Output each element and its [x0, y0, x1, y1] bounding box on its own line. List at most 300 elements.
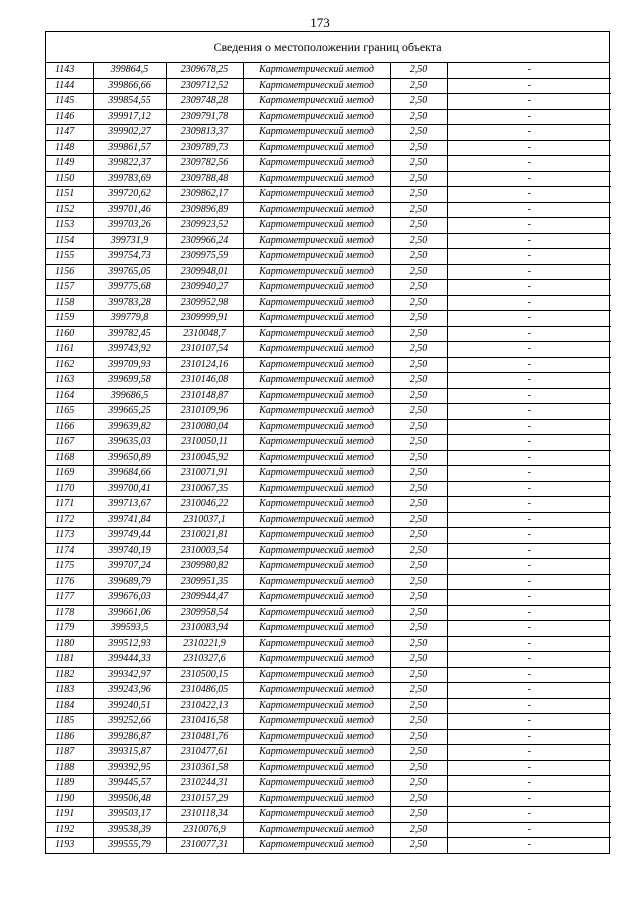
description-cell: -: [447, 435, 611, 451]
x-coordinate-cell: 399286,87: [93, 729, 166, 745]
description-cell: -: [447, 187, 611, 203]
method-cell: Картометрический метод: [243, 714, 390, 730]
method-cell: Картометрический метод: [243, 357, 390, 373]
x-coordinate-cell: 399699,58: [93, 373, 166, 389]
method-cell: Картометрический метод: [243, 63, 390, 78]
x-coordinate-cell: 399243,96: [93, 683, 166, 699]
x-coordinate-cell: 399822,37: [93, 156, 166, 172]
method-cell: Картометрический метод: [243, 295, 390, 311]
accuracy-cell: 2,50: [390, 63, 447, 78]
description-cell: -: [447, 218, 611, 234]
table-row: [46, 838, 611, 853]
x-coordinate-cell: 399707,24: [93, 559, 166, 575]
table-row: [46, 590, 611, 606]
method-cell: Картометрический метод: [243, 249, 390, 265]
point-number-cell: 1151: [46, 187, 93, 203]
method-cell: Картометрический метод: [243, 388, 390, 404]
y-coordinate-cell: 2310148,87: [166, 388, 243, 404]
point-number-cell: 1162: [46, 357, 93, 373]
x-coordinate-cell: 399740,19: [93, 543, 166, 559]
table-row: [46, 63, 611, 78]
description-cell: -: [447, 776, 611, 792]
point-number-cell: 1147: [46, 125, 93, 141]
accuracy-cell: 2,50: [390, 404, 447, 420]
description-cell: -: [447, 497, 611, 513]
description-cell: -: [447, 94, 611, 110]
method-cell: Картометрический метод: [243, 156, 390, 172]
x-coordinate-cell: 399782,45: [93, 326, 166, 342]
y-coordinate-cell: 2310118,34: [166, 807, 243, 823]
description-cell: -: [447, 667, 611, 683]
y-coordinate-cell: 2309980,82: [166, 559, 243, 575]
y-coordinate-cell: 2310048,7: [166, 326, 243, 342]
point-number-cell: 1188: [46, 760, 93, 776]
table-row: [46, 218, 611, 234]
table-row: [46, 140, 611, 156]
y-coordinate-cell: 2310124,16: [166, 357, 243, 373]
table-row: [46, 419, 611, 435]
table-row: [46, 714, 611, 730]
y-coordinate-cell: 2310422,13: [166, 698, 243, 714]
point-number-cell: 1163: [46, 373, 93, 389]
point-number-cell: 1184: [46, 698, 93, 714]
method-cell: Картометрический метод: [243, 202, 390, 218]
coordinates-table: [46, 63, 611, 853]
accuracy-cell: 2,50: [390, 636, 447, 652]
accuracy-cell: 2,50: [390, 745, 447, 761]
method-cell: Картометрический метод: [243, 652, 390, 668]
accuracy-cell: 2,50: [390, 729, 447, 745]
point-number-cell: 1170: [46, 481, 93, 497]
point-number-cell: 1181: [46, 652, 93, 668]
table-row: [46, 822, 611, 838]
y-coordinate-cell: 2310221,9: [166, 636, 243, 652]
y-coordinate-cell: 2310477,61: [166, 745, 243, 761]
x-coordinate-cell: 399555,79: [93, 838, 166, 853]
point-number-cell: 1150: [46, 171, 93, 187]
point-number-cell: 1169: [46, 466, 93, 482]
x-coordinate-cell: 399743,92: [93, 342, 166, 358]
description-cell: -: [447, 636, 611, 652]
point-number-cell: 1174: [46, 543, 93, 559]
table-row: [46, 249, 611, 265]
accuracy-cell: 2,50: [390, 326, 447, 342]
method-cell: Картометрический метод: [243, 729, 390, 745]
y-coordinate-cell: 2310045,92: [166, 450, 243, 466]
description-cell: -: [447, 791, 611, 807]
table-row: [46, 264, 611, 280]
table-row: [46, 652, 611, 668]
point-number-cell: 1164: [46, 388, 93, 404]
description-cell: -: [447, 357, 611, 373]
description-cell: -: [447, 605, 611, 621]
point-number-cell: 1176: [46, 574, 93, 590]
y-coordinate-cell: 2309923,52: [166, 218, 243, 234]
description-cell: -: [447, 419, 611, 435]
point-number-cell: 1180: [46, 636, 93, 652]
point-number-cell: 1156: [46, 264, 93, 280]
table-row: [46, 202, 611, 218]
y-coordinate-cell: 2310067,35: [166, 481, 243, 497]
description-cell: -: [447, 683, 611, 699]
table-row: [46, 621, 611, 637]
method-cell: Картометрический метод: [243, 450, 390, 466]
x-coordinate-cell: 399779,8: [93, 311, 166, 327]
x-coordinate-cell: 399703,26: [93, 218, 166, 234]
table-row: [46, 233, 611, 249]
y-coordinate-cell: 2310107,54: [166, 342, 243, 358]
accuracy-cell: 2,50: [390, 280, 447, 296]
method-cell: Картометрический метод: [243, 528, 390, 544]
description-cell: -: [447, 528, 611, 544]
y-coordinate-cell: 2310083,94: [166, 621, 243, 637]
point-number-cell: 1168: [46, 450, 93, 466]
table-row: [46, 760, 611, 776]
y-coordinate-cell: 2310003,54: [166, 543, 243, 559]
x-coordinate-cell: 399538,39: [93, 822, 166, 838]
x-coordinate-cell: 399754,73: [93, 249, 166, 265]
method-cell: Картометрический метод: [243, 574, 390, 590]
method-cell: Картометрический метод: [243, 280, 390, 296]
table-row: [46, 729, 611, 745]
description-cell: -: [447, 342, 611, 358]
x-coordinate-cell: 399765,05: [93, 264, 166, 280]
description-cell: -: [447, 745, 611, 761]
point-number-cell: 1159: [46, 311, 93, 327]
table-row: [46, 280, 611, 296]
method-cell: Картометрический метод: [243, 187, 390, 203]
table-row: [46, 311, 611, 327]
accuracy-cell: 2,50: [390, 528, 447, 544]
method-cell: Картометрический метод: [243, 419, 390, 435]
accuracy-cell: 2,50: [390, 249, 447, 265]
accuracy-cell: 2,50: [390, 264, 447, 280]
description-cell: -: [447, 280, 611, 296]
table-row: [46, 342, 611, 358]
method-cell: Картометрический метод: [243, 838, 390, 853]
method-cell: Картометрический метод: [243, 621, 390, 637]
method-cell: Картометрический метод: [243, 760, 390, 776]
method-cell: Картометрический метод: [243, 807, 390, 823]
table-row: [46, 450, 611, 466]
x-coordinate-cell: 399342,97: [93, 667, 166, 683]
accuracy-cell: 2,50: [390, 109, 447, 125]
description-cell: -: [447, 125, 611, 141]
point-number-cell: 1146: [46, 109, 93, 125]
accuracy-cell: 2,50: [390, 140, 447, 156]
accuracy-cell: 2,50: [390, 807, 447, 823]
method-cell: Картометрический метод: [243, 466, 390, 482]
x-coordinate-cell: 399709,93: [93, 357, 166, 373]
y-coordinate-cell: 2310416,58: [166, 714, 243, 730]
accuracy-cell: 2,50: [390, 450, 447, 466]
point-number-cell: 1189: [46, 776, 93, 792]
table-row: [46, 295, 611, 311]
y-coordinate-cell: 2309966,24: [166, 233, 243, 249]
table-row: [46, 605, 611, 621]
method-cell: Картометрический метод: [243, 140, 390, 156]
method-cell: Картометрический метод: [243, 776, 390, 792]
y-coordinate-cell: 2309712,52: [166, 78, 243, 94]
y-coordinate-cell: 2310157,29: [166, 791, 243, 807]
x-coordinate-cell: 399686,5: [93, 388, 166, 404]
accuracy-cell: 2,50: [390, 419, 447, 435]
point-number-cell: 1160: [46, 326, 93, 342]
point-number-cell: 1171: [46, 497, 93, 513]
y-coordinate-cell: 2310500,15: [166, 667, 243, 683]
x-coordinate-cell: 399783,28: [93, 295, 166, 311]
method-cell: Картометрический метод: [243, 342, 390, 358]
y-coordinate-cell: 2309782,56: [166, 156, 243, 172]
x-coordinate-cell: 399639,82: [93, 419, 166, 435]
description-cell: -: [447, 171, 611, 187]
x-coordinate-cell: 399720,62: [93, 187, 166, 203]
x-coordinate-cell: 399635,03: [93, 435, 166, 451]
x-coordinate-cell: 399854,55: [93, 94, 166, 110]
y-coordinate-cell: 2310327,6: [166, 652, 243, 668]
accuracy-cell: 2,50: [390, 652, 447, 668]
x-coordinate-cell: 399650,89: [93, 450, 166, 466]
y-coordinate-cell: 2309975,59: [166, 249, 243, 265]
point-number-cell: 1155: [46, 249, 93, 265]
accuracy-cell: 2,50: [390, 357, 447, 373]
y-coordinate-cell: 2310071,91: [166, 466, 243, 482]
description-cell: -: [447, 481, 611, 497]
method-cell: Картометрический метод: [243, 326, 390, 342]
x-coordinate-cell: 399701,46: [93, 202, 166, 218]
y-coordinate-cell: 2310050,11: [166, 435, 243, 451]
point-number-cell: 1157: [46, 280, 93, 296]
description-cell: -: [447, 388, 611, 404]
x-coordinate-cell: 399503,17: [93, 807, 166, 823]
description-cell: -: [447, 652, 611, 668]
point-number-cell: 1192: [46, 822, 93, 838]
accuracy-cell: 2,50: [390, 605, 447, 621]
point-number-cell: 1144: [46, 78, 93, 94]
description-cell: -: [447, 714, 611, 730]
description-cell: -: [447, 63, 611, 78]
y-coordinate-cell: 2310046,22: [166, 497, 243, 513]
table-row: [46, 636, 611, 652]
point-number-cell: 1165: [46, 404, 93, 420]
method-cell: Картометрический метод: [243, 311, 390, 327]
description-cell: -: [447, 249, 611, 265]
description-cell: -: [447, 326, 611, 342]
accuracy-cell: 2,50: [390, 233, 447, 249]
table-row: [46, 667, 611, 683]
y-coordinate-cell: 2310361,58: [166, 760, 243, 776]
x-coordinate-cell: 399684,66: [93, 466, 166, 482]
table-row: [46, 512, 611, 528]
description-cell: -: [447, 109, 611, 125]
method-cell: Картометрический метод: [243, 698, 390, 714]
point-number-cell: 1191: [46, 807, 93, 823]
x-coordinate-cell: 399506,48: [93, 791, 166, 807]
x-coordinate-cell: 399700,41: [93, 481, 166, 497]
x-coordinate-cell: 399902,27: [93, 125, 166, 141]
method-cell: Картометрический метод: [243, 683, 390, 699]
y-coordinate-cell: 2310037,1: [166, 512, 243, 528]
x-coordinate-cell: 399864,5: [93, 63, 166, 78]
description-cell: -: [447, 760, 611, 776]
accuracy-cell: 2,50: [390, 125, 447, 141]
x-coordinate-cell: 399445,57: [93, 776, 166, 792]
point-number-cell: 1186: [46, 729, 93, 745]
description-cell: -: [447, 202, 611, 218]
point-number-cell: 1167: [46, 435, 93, 451]
accuracy-cell: 2,50: [390, 776, 447, 792]
y-coordinate-cell: 2310244,31: [166, 776, 243, 792]
y-coordinate-cell: 2310481,76: [166, 729, 243, 745]
description-cell: -: [447, 698, 611, 714]
coordinates-table-body: [46, 63, 611, 853]
accuracy-cell: 2,50: [390, 822, 447, 838]
accuracy-cell: 2,50: [390, 714, 447, 730]
accuracy-cell: 2,50: [390, 838, 447, 853]
accuracy-cell: 2,50: [390, 311, 447, 327]
x-coordinate-cell: 399240,51: [93, 698, 166, 714]
description-cell: -: [447, 807, 611, 823]
point-number-cell: 1177: [46, 590, 93, 606]
y-coordinate-cell: 2309788,48: [166, 171, 243, 187]
table-row: [46, 466, 611, 482]
y-coordinate-cell: 2309748,28: [166, 94, 243, 110]
table-row: [46, 388, 611, 404]
description-cell: -: [447, 466, 611, 482]
accuracy-cell: 2,50: [390, 435, 447, 451]
x-coordinate-cell: 399775,68: [93, 280, 166, 296]
table-row: [46, 776, 611, 792]
accuracy-cell: 2,50: [390, 621, 447, 637]
x-coordinate-cell: 399689,79: [93, 574, 166, 590]
description-cell: -: [447, 78, 611, 94]
method-cell: Картометрический метод: [243, 590, 390, 606]
method-cell: Картометрический метод: [243, 125, 390, 141]
description-cell: -: [447, 140, 611, 156]
page-number: 173: [310, 15, 330, 30]
accuracy-cell: 2,50: [390, 683, 447, 699]
y-coordinate-cell: 2309952,98: [166, 295, 243, 311]
method-cell: Картометрический метод: [243, 822, 390, 838]
accuracy-cell: 2,50: [390, 543, 447, 559]
point-number-cell: 1175: [46, 559, 93, 575]
method-cell: Картометрический метод: [243, 78, 390, 94]
table-row: [46, 171, 611, 187]
method-cell: Картометрический метод: [243, 512, 390, 528]
point-number-cell: 1166: [46, 419, 93, 435]
point-number-cell: 1185: [46, 714, 93, 730]
method-cell: Картометрический метод: [243, 109, 390, 125]
method-cell: Картометрический метод: [243, 94, 390, 110]
description-cell: -: [447, 574, 611, 590]
accuracy-cell: 2,50: [390, 574, 447, 590]
x-coordinate-cell: 399749,44: [93, 528, 166, 544]
method-cell: Картометрический метод: [243, 745, 390, 761]
accuracy-cell: 2,50: [390, 295, 447, 311]
method-cell: Картометрический метод: [243, 218, 390, 234]
y-coordinate-cell: 2310109,96: [166, 404, 243, 420]
method-cell: Картометрический метод: [243, 543, 390, 559]
table-row: [46, 807, 611, 823]
table-row: [46, 528, 611, 544]
accuracy-cell: 2,50: [390, 791, 447, 807]
method-cell: Картометрический метод: [243, 435, 390, 451]
table-row: [46, 745, 611, 761]
accuracy-cell: 2,50: [390, 187, 447, 203]
accuracy-cell: 2,50: [390, 559, 447, 575]
accuracy-cell: 2,50: [390, 481, 447, 497]
table-row: [46, 683, 611, 699]
point-number-cell: 1178: [46, 605, 93, 621]
table-title: Сведения о местоположении границ объекта: [46, 32, 609, 63]
point-number-cell: 1149: [46, 156, 93, 172]
y-coordinate-cell: 2309813,37: [166, 125, 243, 141]
point-number-cell: 1179: [46, 621, 93, 637]
description-cell: -: [447, 373, 611, 389]
accuracy-cell: 2,50: [390, 342, 447, 358]
point-number-cell: 1173: [46, 528, 93, 544]
method-cell: Картометрический метод: [243, 233, 390, 249]
accuracy-cell: 2,50: [390, 760, 447, 776]
description-cell: -: [447, 233, 611, 249]
description-cell: -: [447, 156, 611, 172]
table-row: [46, 574, 611, 590]
point-number-cell: 1183: [46, 683, 93, 699]
y-coordinate-cell: 2309999,91: [166, 311, 243, 327]
accuracy-cell: 2,50: [390, 466, 447, 482]
point-number-cell: 1145: [46, 94, 93, 110]
table-row: [46, 125, 611, 141]
x-coordinate-cell: 399661,06: [93, 605, 166, 621]
point-number-cell: 1187: [46, 745, 93, 761]
accuracy-cell: 2,50: [390, 78, 447, 94]
method-cell: Картометрический метод: [243, 605, 390, 621]
accuracy-cell: 2,50: [390, 156, 447, 172]
description-cell: -: [447, 559, 611, 575]
y-coordinate-cell: 2309896,89: [166, 202, 243, 218]
table-row: [46, 94, 611, 110]
method-cell: Картометрический метод: [243, 171, 390, 187]
table-row: [46, 404, 611, 420]
x-coordinate-cell: 399783,69: [93, 171, 166, 187]
description-cell: -: [447, 264, 611, 280]
table-row: [46, 326, 611, 342]
description-cell: -: [447, 295, 611, 311]
description-cell: -: [447, 729, 611, 745]
y-coordinate-cell: 2309791,78: [166, 109, 243, 125]
point-number-cell: 1148: [46, 140, 93, 156]
x-coordinate-cell: 399866,66: [93, 78, 166, 94]
accuracy-cell: 2,50: [390, 218, 447, 234]
method-cell: Картометрический метод: [243, 481, 390, 497]
point-number-cell: 1152: [46, 202, 93, 218]
accuracy-cell: 2,50: [390, 94, 447, 110]
table-row: [46, 791, 611, 807]
table-row: [46, 156, 611, 172]
method-cell: Картометрический метод: [243, 404, 390, 420]
x-coordinate-cell: 399512,93: [93, 636, 166, 652]
table-row: [46, 497, 611, 513]
x-coordinate-cell: 399392,95: [93, 760, 166, 776]
point-number-cell: 1193: [46, 838, 93, 853]
description-cell: -: [447, 311, 611, 327]
point-number-cell: 1190: [46, 791, 93, 807]
description-cell: -: [447, 543, 611, 559]
y-coordinate-cell: 2310146,08: [166, 373, 243, 389]
table-row: [46, 109, 611, 125]
table-row: [46, 543, 611, 559]
method-cell: Картометрический метод: [243, 636, 390, 652]
